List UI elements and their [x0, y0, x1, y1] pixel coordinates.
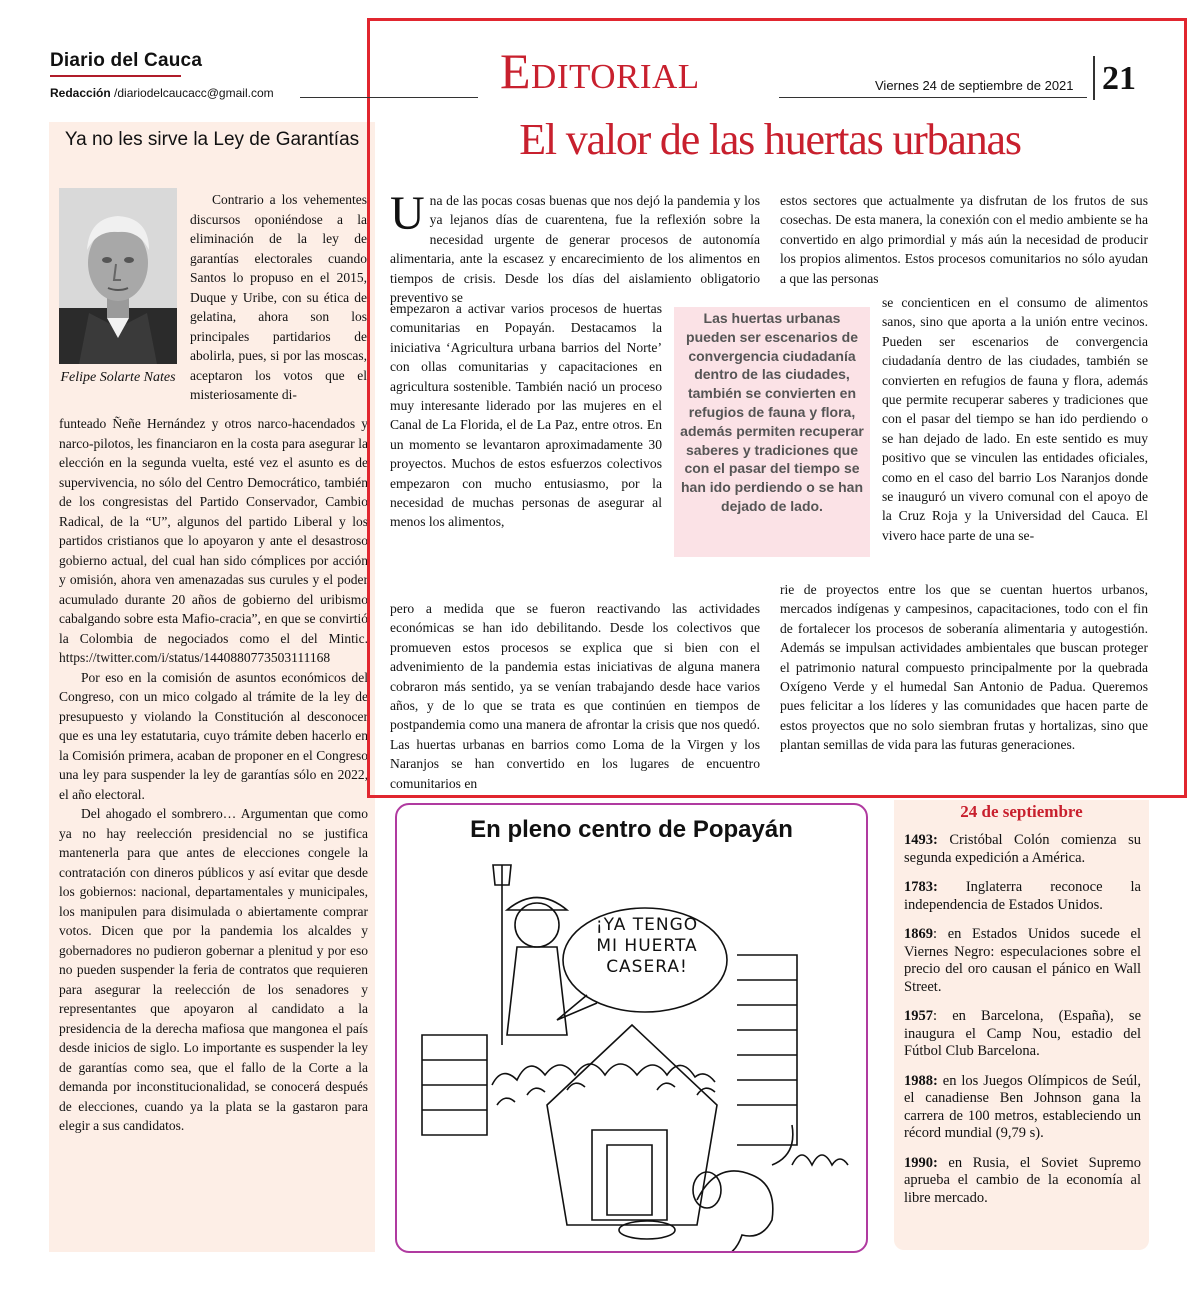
- opinion-paragraph: Contrario a los vehementes discursos oponiéndose a la eliminación de la ley de garantías electorales cuando Santos lo propuso en el 2015, Duque y Uribe, con su ética de gelatina, ahora son los principales partidarios de abolirla, pues, si por las moscas, aceptaron los votos que el misteriosamente di-: [190, 192, 367, 402]
- redaccion-line: [50, 86, 274, 100]
- redaccion-email: /diariodelcaucacc@gmail.com: [114, 86, 274, 100]
- speech-line: ¡YA TENGO: [595, 915, 699, 935]
- section-heading: Editorial: [500, 43, 700, 99]
- header-rule-left: [300, 97, 478, 98]
- ephemeris-text: en los Juegos Olímpicos de Seúl, el canadiense Ben Johnson gana la carrera de 100 metros, estableciendo un récord mundial (9,79 s).: [904, 1072, 1141, 1141]
- ephemeris-year: 1990:: [904, 1154, 938, 1171]
- ephemeris-year: 1783:: [904, 879, 938, 895]
- ephemeris-list: [904, 832, 1141, 1219]
- author-caption: Felipe Solarte Nates: [60, 370, 176, 385]
- ephemeris-text: Inglaterra reconoce la independencia de Estados Unidos.: [904, 879, 1141, 913]
- ephemeris-text: : en Barcelona, (España), se inaugura el Camp Nou, estadio del Fútbol Club Barcelona.: [904, 1008, 1141, 1059]
- speech-line: MI HUERTA: [596, 936, 698, 956]
- header-rule-right: [779, 97, 1087, 98]
- cartoon-title: En pleno centro de Popayán: [470, 816, 793, 843]
- editorial-text: na de las pocas cosas buenas que nos dejó la pandemia y los ya lejanos días de cuarentena, fue la reflexión sobre la necesidad urgente de generar procesos de autonomía alimentaria, ante la escasez y encarecimiento de los alimentos en tiempos de crisis. Desde los días del aislamiento obligatorio preventivo se: [390, 193, 760, 306]
- editorial-headline: El valor de las huertas urbanas: [519, 115, 1021, 164]
- editorial-col1-top: [390, 187, 760, 307]
- pullquote-text: Las huertas urbanas pueden ser escenarios de convergencia ciudadanía dentro de las ciudades, también se convierten en refugios de fauna y flora, además permiten recuperar saberes y tradiciones que con el pasar del tiempo se han ido perdiendo o se han dejado de lado.: [680, 310, 864, 514]
- ephemeris-text: en Rusia, el Soviet Supremo aprueba el cambio de la economía al libre mercado.: [904, 1154, 1141, 1206]
- speech-line: CASERA!: [606, 957, 688, 977]
- ephemeris-item: [904, 1008, 1141, 1061]
- editorial-col1-mid: empezaron a activar varios procesos de huertas comunitarias en Popayán. Destacamos la iniciativa ‘Agricultura urbana barrios del Norte’ con ollas comunitarias y capacitaciones en agricultura sostenible. También nació un proceso muy interesante liderado por las mujeres en el Canal de La Florida, el de La Paz, entre otros. En un momento se levantaron aproximadamente 30 proyectos. Muchos de estos esfuerzos colectivos empezaron con mucho entusiasmo, por la necesidad de muchas personas de asegurar al menos los alimentos,: [390, 301, 662, 530]
- ephemeris-text: Cristóbal Colón comienza su segunda expedición a América.: [904, 832, 1141, 866]
- editorial-col2-mid: se concienticen en el consumo de alimentos sanos, sino que aporta a la unión entre vecinos. Pueden ser escenarios de convergencia ciudadanía dentro de las ciudades, también se convierten en refugios de fauna y flora, además que permite recuperar saberes y tradiciones que con el pasar del tiempo se han ido perdiendo o se han dejado de lado. En este sentido es muy positivo que se vinculen las entidades oficiales, como en el caso del barrio Los Naranjos donde se inauguró un vivero comunal con el apoyo de la Cruz Roja y la Universidad del Cauca. El vivero hace parte de una se-: [882, 295, 1148, 543]
- speech-bubble-text: [587, 915, 707, 978]
- opinion-intro: [190, 190, 367, 405]
- ephemeris-year: 1988:: [904, 1072, 938, 1089]
- opinion-paragraph: funteado Ñeñe Hernández y otros narco-hacendados y narco-pilotos, les financiaron en la costa para asegurar la elección en la segunda vuelta, esté vez el asunto es de supervivencia, no sólo del Centro Democrático, también de los congresistas del Partido Conservador, Cambio Radical, de la “U”, algunos del partido Liberal y los partidos cristianos que lo apoyaron y ante el desastroso gobierno actual, del cual han sido cómplices por acción y omisión, ahora ven amenazadas sus curules y el poder acumulado durante 20 años de gobierno del uribismo cabalgando sobre esta Mafio-cracia”, en que se convirtió la Colombia de negociados como el del Mintic. https://twitter.com/i/status/1440880773503111168: [59, 416, 368, 665]
- opinion-body: [59, 414, 368, 1136]
- opinion-paragraph: Por eso en la comisión de asuntos económicos del Congreso, con un mico colgado al trámite de la ley de presupuesto y violando la Constitución al desconocer que es una ley estatutaria, cuyo trámite deben hacerlo en la Comisión primera, acaban de proponer en el Congreso una ley para suspender la ley de garantías sólo en 2022, el año electoral.: [59, 669, 368, 802]
- editorial-col2-bottom: rie de proyectos entre los que se cuentan huertos urbanos, mercados indígenas y campesinos, capacitaciones, todo con el fin de fortalecer los procesos de soberanía alimentaria y autogestión. Además se impulsan actividades ambientales que buscan proteger el patrimonio natural compuesto principalmente por la quebrada Oxígeno Verde y el humedal San Antonio de Padua. Queremos pues felicitar a los líderes y las comunidades que hacen parte de estos proyectos que no solo siembran frutas y hortalizas, sino que plantan semillas de vida para las futuras generaciones.: [780, 582, 1148, 753]
- ephemeris-text: : en Estados Unidos sucede el Viernes Negro: especulaciones sobre el precio del oro causan el pánico en Wall Street.: [904, 926, 1141, 995]
- ephemeris-item: [904, 926, 1141, 996]
- opinion-paragraph: Del ahogado el sombrero… Argumentan que como ya no hay reelección presidencial no se justifica mantenerla para que antes de elecciones congele la contratación con dineros públicos y así evitar que desde los gobiernos: nacional, departamentales y municipales, los manipulen para disimulada o abiertamente comprar votos. Dicen que por la pandemia los alcaldes y gobernadores no pudieron gobernar a plenitud y por eso no pueden suspender la feria de contratos que requieren para asegurar la reelección de los senadores y representantes que apoyaron al candidato a la presidencia de la derecha mafiosa que mangonea el país desde inicios de siglo. Lo importante es suspender la ley de garantías como sea, que el fallo de la Corte a la demanda por inconstitucionalidad, se conocerá después de elecciones, cuando ya la plata se la gastaron para elegir a sus candidatos.: [59, 806, 368, 1133]
- cartoon-frame: [395, 803, 868, 1253]
- drop-cap: U: [390, 187, 425, 240]
- ephemeris-year: 1493:: [904, 832, 938, 848]
- masthead-rule: [50, 75, 181, 77]
- ephemeris-year: 1957: [904, 1008, 933, 1024]
- editorial-col2-top: estos sectores que actualmente ya disfrutan de los frutos de sus cosechas. De esta manera, la conexión con el medio ambiente se ha convertido en algo primordial y más aún la necesidad de producir los propios alimentos. Estos procesos comunitarios no sólo ayudan a que las personas: [780, 193, 1148, 286]
- ephemeris-title: 24 de septiembre: [960, 802, 1083, 821]
- author-photo: [59, 188, 177, 364]
- page-number-divider: [1093, 56, 1095, 100]
- masthead-name: Diario del Cauca: [50, 50, 203, 71]
- editorial-col1-bottom: pero a medida que se fueron reactivando las actividades económicas se han ido debilitando. Desde los colectivos que promueven estos procesos se explica que si bien con el advenimiento de la pandemia estas iniciativas de alguna manera cobraron más sentido, ya se venían trabajando desde hace varios años, y de lo que se trata es que continúen en tiempos de postpandemia como una manera de afrontar la crisis que nos quedó. Las huertas urbanas en barrios como Loma de la Virgen y los Naranjos se han convertido en los lugares de encuentro comunitarios en: [390, 601, 760, 791]
- issue-date: Viernes 24 de septiembre de 2021: [875, 78, 1074, 93]
- opinion-title: Ya no les sirve la Ley de Garantías: [64, 129, 360, 150]
- redaccion-label: Redacción: [50, 86, 111, 100]
- page-number: 21: [1102, 60, 1136, 97]
- ephemeris-item: [904, 1155, 1141, 1208]
- ephemeris-year: 1869: [904, 926, 933, 942]
- ephemeris-item: [904, 879, 1141, 914]
- ephemeris-item: [904, 832, 1141, 867]
- ephemeris-item: [904, 1073, 1141, 1143]
